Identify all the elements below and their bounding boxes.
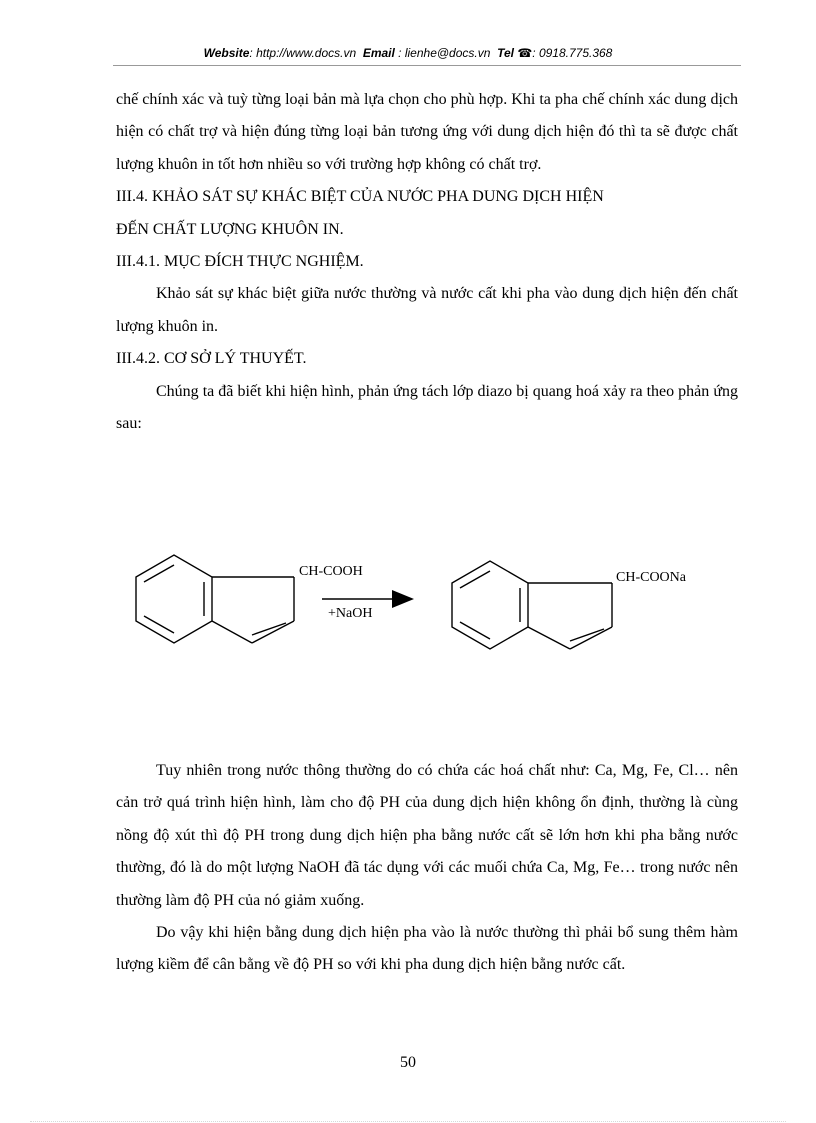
header-divider <box>113 65 741 66</box>
footer-divider <box>30 1121 786 1122</box>
lower-text <box>116 755 738 982</box>
product-group-label: CH-COONa <box>616 570 686 585</box>
reactant-group-label: CH-COOH <box>299 564 363 579</box>
phone-icon: ☎ <box>517 46 533 60</box>
subsection-heading-purpose: III.4.1. MỤC ĐÍCH THỰC NGHIỆM. <box>116 253 364 271</box>
page-number: 50 <box>400 1054 416 1071</box>
paragraph-conclusion: Do vậy khi hiện bằng dung dịch hiện pha vào là nước thường thì phải bổ sung thêm hàm lượng kiềm để cân bằng về độ PH so với khi pha dung dịch hiện bằng nước cất. <box>116 924 738 974</box>
upper-text <box>116 84 738 440</box>
paragraph-intro: chế chính xác và tuỳ từng loại bản mà lựa chọn cho phù hợp. Khi ta pha chế chính xác dung dịch hiện có chất trợ và hiện đúng từng loại bản tương ứng với dung dịch hiện đó thì ta sẽ được chất lượng khuôn in tốt hơn nhiều so với trường hợp không có chất trợ. <box>116 91 738 173</box>
website-label: Website <box>203 46 250 60</box>
section-heading-line1: III.4. KHẢO SÁT SỰ KHÁC BIỆT CỦA NƯỚC PHA DUNG DỊCH HIỆN <box>116 188 604 206</box>
paragraph-water-impurities: Tuy nhiên trong nước thông thường do có chứa các hoá chất như: Ca, Mg, Fe, Cl… nên cản trở quá trình hiện hình, làm cho độ PH của dung dịch hiện không ổn định, thường là cùng nồng độ xút thì độ PH trong dung dịch hiện pha bằng nước cất sẽ lớn hơn khi pha bằng nước thường, đó là do một lượng NaOH đã tác dụng với các muối chứa Ca, Mg, Fe… trong nước nên thường làm độ PH của nó giảm xuống. <box>116 762 738 909</box>
email-value: : lienhe@docs.vn <box>398 46 491 60</box>
subsection-heading-theory: III.4.2. CƠ SỞ LÝ THUYẾT. <box>116 350 307 368</box>
reaction-diagram <box>128 545 708 670</box>
section-heading-line2: ĐẾN CHẤT LƯỢNG KHUÔN IN. <box>116 220 344 238</box>
website-value: : http://www.docs.vn <box>249 46 357 60</box>
paragraph-theory: Chúng ta đã biết khi hiện hình, phản ứng tách lớp diazo bị quang hoá xảy ra theo phản ứng sau: <box>116 382 738 433</box>
product-structure <box>452 561 612 649</box>
paragraph-purpose: Khảo sát sự khác biệt giữa nước thường và nước cất khi pha vào dung dịch hiện đến chất lượng khuôn in. <box>116 285 738 335</box>
reactant-structure <box>136 555 294 643</box>
reagent-label: +NaOH <box>328 606 373 621</box>
tel-value: : 0918.775.368 <box>532 46 613 60</box>
page-header <box>0 46 816 60</box>
tel-label: Tel <box>497 46 514 60</box>
email-label: Email <box>362 46 395 60</box>
